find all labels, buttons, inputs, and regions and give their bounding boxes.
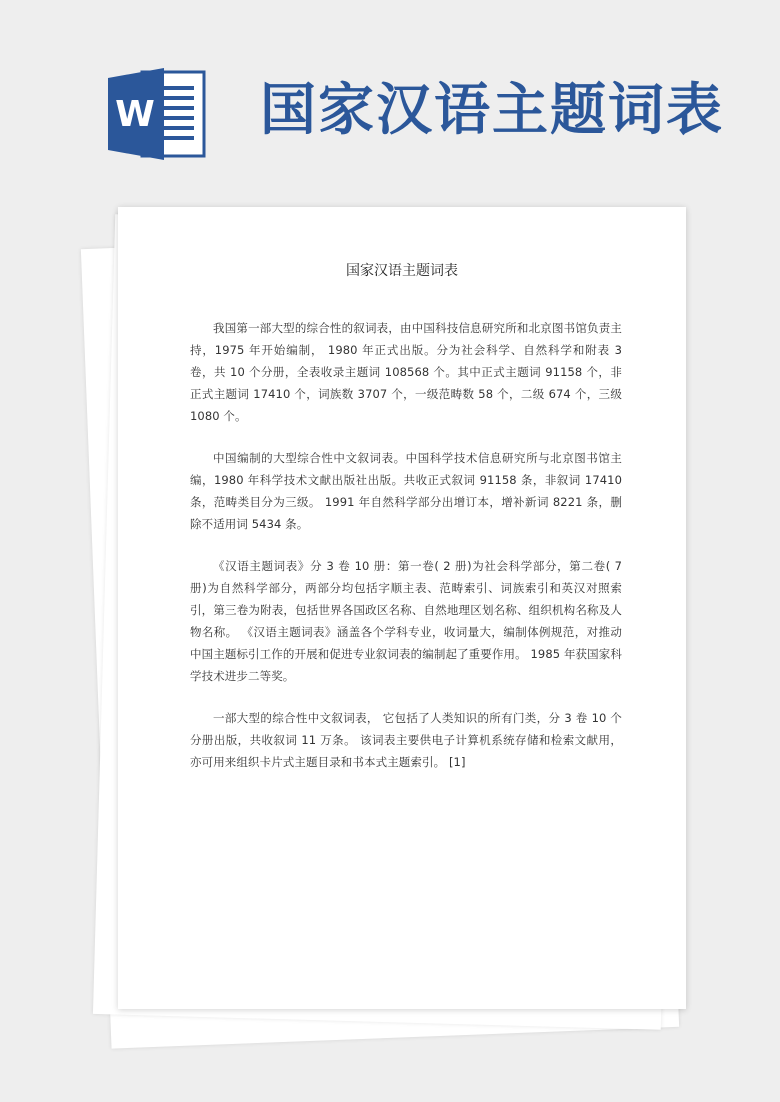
word-icon bbox=[108, 68, 208, 160]
word-logo-letter: W bbox=[115, 94, 155, 135]
document-title: 国家汉语主题词表 bbox=[346, 263, 458, 279]
paragraph: 我国第一部大型的综合性的叙词表，由中国科技信息研究所和北京图书馆负责主持，1975 年开始编制， 1980 年正式出版。分为社会科学、自然科学和附表 3 卷，共 10 个分册，全表收录主题词 108568 个。其中正式主题词 91158 个，非正式主题词 17410 个，词族数 3707 个，一级范畴数 58 个，二级 674 个，三级 1080 个。 bbox=[190, 321, 622, 423]
banner-title: 国家汉语主题词表 bbox=[260, 77, 724, 143]
header bbox=[108, 68, 728, 164]
paragraph: 《汉语主题词表》分 3 卷 10 册：第一卷( 2 册)为社会科学部分，第二卷( 7 册)为自然科学部分，两部分均包括字顺主表、范畴索引、词族索引和英汉对照索引，第三卷为附表，包括世界各国政区名称、自然地理区划名称、组织机构名称及人物名称。 《汉语主题词表》涵盖各个学科专业，收词量大，编制体例规范，对推动中国主题标引工作的开展和促进专业叙词表的编制起了重要作用。 1985 年获国家科学技术进步二等奖。 bbox=[190, 559, 622, 683]
paragraph: 一部大型的综合性中文叙词表， 它包括了人类知识的所有门类，分 3 卷 10 个分册出版，共收叙词 11 万条。 该词表主要供电子计算机系统存储和检索文献用， 亦可用来组织卡片式主题目录和书本式主题索引。 [1] bbox=[190, 711, 622, 769]
paragraph: 中国编制的大型综合性中文叙词表。中国科学技术信息研究所与北京图书馆主编，1980 年科学技术文献出版社出版。共收正式叙词 91158 条，非叙词 17410 条，范畴类目分为三级。 1991 年自然科学部分出增订本，增补新词 8221 条，删除不适用词 5434 条。 bbox=[190, 451, 622, 531]
document-page bbox=[118, 207, 686, 1009]
document-body bbox=[190, 317, 622, 793]
